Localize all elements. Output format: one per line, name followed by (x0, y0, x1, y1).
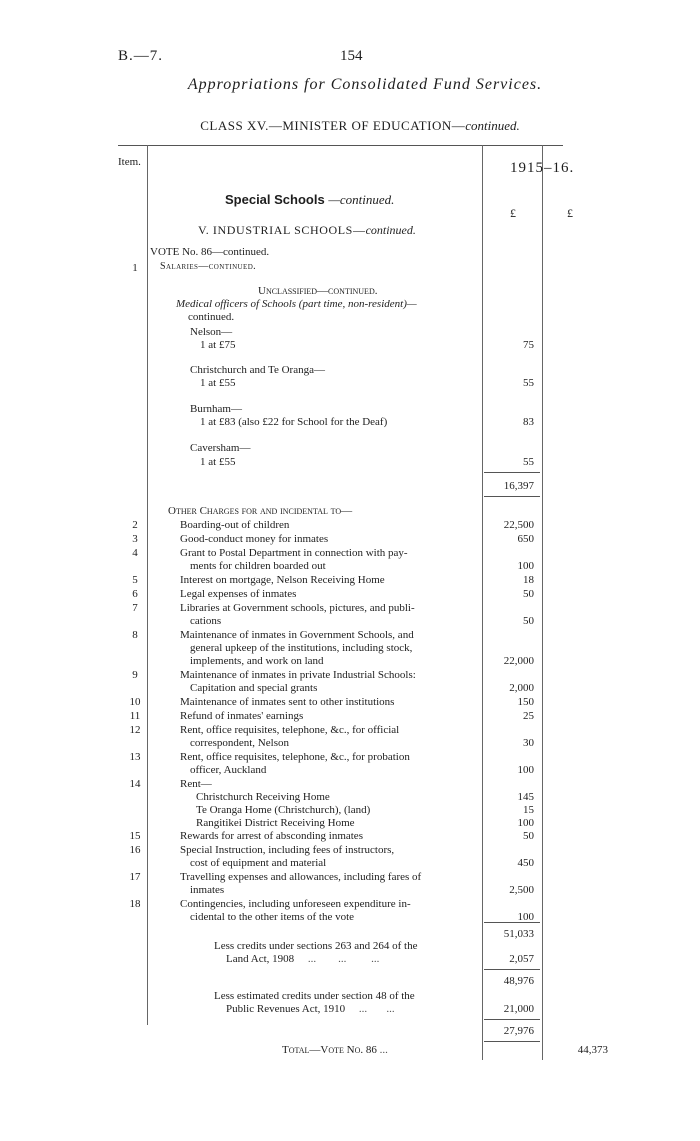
entry-place: Caversham— (190, 442, 251, 454)
charge-line: Rent, office requisites, telephone, &c., for official (180, 724, 400, 736)
charge-item-number: 12 (129, 724, 141, 736)
charge-line: officer, Auckland (190, 764, 267, 776)
gross-total: 51,033 (503, 928, 534, 940)
charge-item-number: 10 (129, 696, 141, 708)
subtotal-rule-bottom (484, 496, 540, 497)
charge-line: cost of equipment and material (190, 857, 327, 869)
charge-item-number: 8 (132, 629, 138, 641)
charge-description (180, 778, 485, 791)
charge-line: Travelling expenses and allowances, including fares of (180, 871, 422, 883)
charge-amount: 100 (517, 560, 534, 572)
charge-amount: 50 (523, 588, 534, 600)
net-after-credit: 48,976 (503, 975, 534, 987)
charge-amount: 100 (517, 764, 534, 776)
charge-line: inmates (190, 884, 225, 896)
charge-description (196, 804, 501, 817)
charge-line: Te Oranga Home (Christchurch), (land) (196, 804, 371, 816)
subtitle-cont: continued. (365, 223, 416, 237)
entry-amount: 83 (523, 416, 534, 428)
charge-item-number: 13 (129, 751, 141, 763)
charge-description (180, 898, 485, 924)
class-line: CLASS XV.—MINISTER OF EDUCATION— (200, 118, 466, 133)
charge-description (180, 724, 485, 750)
charge-line: cidental to the other items of the vote (190, 911, 355, 923)
charge-item-number: 11 (129, 710, 141, 722)
entry-detail: 1 at £83 (also £22 for School for the Deaf) (200, 416, 388, 428)
charge-item-number: 17 (129, 871, 141, 883)
charge-line: Good-conduct money for inmates (180, 533, 329, 545)
charge-line: Rewards for arrest of absconding inmates (180, 830, 363, 842)
entry-place: Christchurch and Te Oranga— (190, 364, 325, 376)
charge-item-number: 16 (129, 844, 141, 856)
section-title-cont: —continued. (328, 192, 395, 207)
entry-amount: 75 (523, 339, 534, 351)
section-title (225, 192, 394, 208)
charge-description (180, 830, 485, 843)
page-title: Appropriations for Consolidated Fund Services. (187, 76, 543, 93)
charge-line: Special Instruction, including fees of instructors, (180, 844, 395, 856)
charge-item-number: 4 (132, 547, 138, 559)
credit-rule (484, 1019, 540, 1020)
charge-line: general upkeep of the institutions, including stock, (190, 642, 413, 654)
charge-amount: 22,000 (503, 655, 534, 667)
item-number: 1 (132, 262, 138, 274)
item-column-header: Item. (118, 156, 141, 168)
charge-line: Grant to Postal Department in connection with pay- (180, 547, 408, 559)
charge-line: Capitation and special grants (190, 682, 318, 694)
charge-amount: 650 (517, 533, 534, 545)
charge-line: Libraries at Government schools, pictures, and publi- (180, 602, 415, 614)
net-after-credit: 27,976 (503, 1025, 534, 1037)
charge-item-number: 14 (129, 778, 141, 790)
charge-line: Rent, office requisites, telephone, &c., for probation (180, 751, 410, 763)
charge-description (180, 519, 485, 532)
charge-line: Refund of inmates' earnings (180, 710, 304, 722)
medical-officers-cont: continued. (188, 311, 235, 323)
charge-amount: 15 (523, 804, 534, 816)
currency-symbol-1: £ (510, 206, 516, 220)
medical-officers-line: Medical officers of Schools (part time, non-resident)— (176, 298, 417, 310)
charge-description (180, 588, 485, 601)
charge-description (180, 844, 485, 870)
charge-item-number: 2 (132, 519, 138, 531)
charge-description (180, 547, 485, 573)
charge-amount: 50 (523, 830, 534, 842)
charge-item-number: 9 (132, 669, 138, 681)
class-continued: continued. (465, 118, 520, 133)
page-number: 154 (340, 48, 363, 64)
entry-detail: 1 at £75 (200, 339, 236, 351)
charge-item-number: 6 (132, 588, 138, 600)
charge-line: Legal expenses of inmates (180, 588, 297, 600)
charge-amount: 2,500 (509, 884, 534, 896)
charge-line: cations (190, 615, 222, 627)
charge-amount: 18 (523, 574, 534, 586)
credit-line: Public Revenues Act, 1910 ... ... (226, 1003, 395, 1015)
charge-line: correspondent, Nelson (190, 737, 289, 749)
document-code: B.—7. (118, 48, 164, 64)
charge-amount: 150 (517, 696, 534, 708)
charge-item-number: 3 (132, 533, 138, 545)
charge-description (180, 629, 485, 668)
charge-line: Rent— (180, 778, 212, 790)
final-rule (484, 1041, 540, 1042)
charge-description (180, 751, 485, 777)
gross-total-rule (484, 922, 540, 923)
charge-amount: 450 (517, 857, 534, 869)
charge-description (180, 669, 485, 695)
charge-line: Boarding-out of children (180, 519, 290, 531)
charge-description (196, 817, 501, 830)
charge-description (180, 533, 485, 546)
charge-amount: 100 (517, 911, 534, 923)
entry-amount: 55 (523, 377, 534, 389)
section-title-text: Special Schools (225, 192, 325, 207)
charge-amount: 100 (517, 817, 534, 829)
entry-detail: 1 at £55 (200, 377, 236, 389)
charge-line: Maintenance of inmates in private Industrial Schools: (180, 669, 416, 681)
entry-place: Nelson— (190, 326, 233, 338)
credit-rule (484, 969, 540, 970)
subtitle-text: V. INDUSTRIAL SCHOOLS— (198, 223, 366, 237)
charge-item-number: 5 (132, 574, 138, 586)
charge-item-number: 15 (129, 830, 141, 842)
charge-amount: 2,000 (509, 682, 534, 694)
charge-amount: 25 (523, 710, 534, 722)
charge-line: Maintenance of inmates in Government Schools, and (180, 629, 414, 641)
charge-description (180, 602, 485, 628)
amount-column-rule-right (542, 145, 543, 1060)
charge-description (180, 871, 485, 897)
charge-item-number: 7 (132, 602, 138, 614)
charge-amount: 30 (523, 737, 534, 749)
entry-detail: 1 at £55 (200, 456, 236, 468)
subtotal-rule (484, 472, 540, 473)
charge-amount: 50 (523, 615, 534, 627)
credit-line: Land Act, 1908 ... ... ... (226, 953, 380, 965)
currency-symbol-2: £ (567, 206, 573, 220)
charge-line: Maintenance of inmates sent to other institutions (180, 696, 395, 708)
charge-line: Rangitikei District Receiving Home (196, 817, 355, 829)
table-top-rule (118, 145, 563, 146)
charge-line: Interest on mortgage, Nelson Receiving Home (180, 574, 385, 586)
charge-line: implements, and work on land (190, 655, 324, 667)
charge-item-number: 18 (129, 898, 141, 910)
charge-amount: 145 (517, 791, 534, 803)
charge-description (180, 710, 485, 723)
credit-line: Less estimated credits under section 48 of the (214, 990, 415, 1002)
entry-place: Burnham— (190, 403, 242, 415)
section-subtitle (198, 223, 416, 238)
charge-line: ments for children boarded out (190, 560, 326, 572)
charge-line: Contingencies, including unforeseen expenditure in- (180, 898, 411, 910)
unclassified-heading: Unclassified—continued. (258, 285, 378, 297)
vote-total: 44,373 (577, 1044, 608, 1056)
total-label: Total—Vote No. 86 ... (282, 1044, 388, 1056)
salaries-heading: Salaries—continued. (160, 261, 257, 272)
salaries-subtotal: 16,397 (503, 480, 534, 492)
charge-description (180, 696, 485, 709)
entry-amount: 55 (523, 456, 534, 468)
charge-description (196, 791, 501, 804)
charge-description (180, 574, 485, 587)
credit-amount: 2,057 (509, 953, 534, 965)
vote-heading: VOTE No. 86—continued. (150, 246, 270, 258)
charge-line: Christchurch Receiving Home (196, 791, 330, 803)
charge-amount: 22,500 (503, 519, 534, 531)
other-charges-heading: Other Charges for and incidental to— (168, 505, 353, 517)
class-heading (0, 118, 700, 134)
year-header: 1915–16. (510, 160, 575, 176)
credit-line: Less credits under sections 263 and 264 of the (214, 940, 418, 952)
credit-amount: 21,000 (503, 1003, 534, 1015)
